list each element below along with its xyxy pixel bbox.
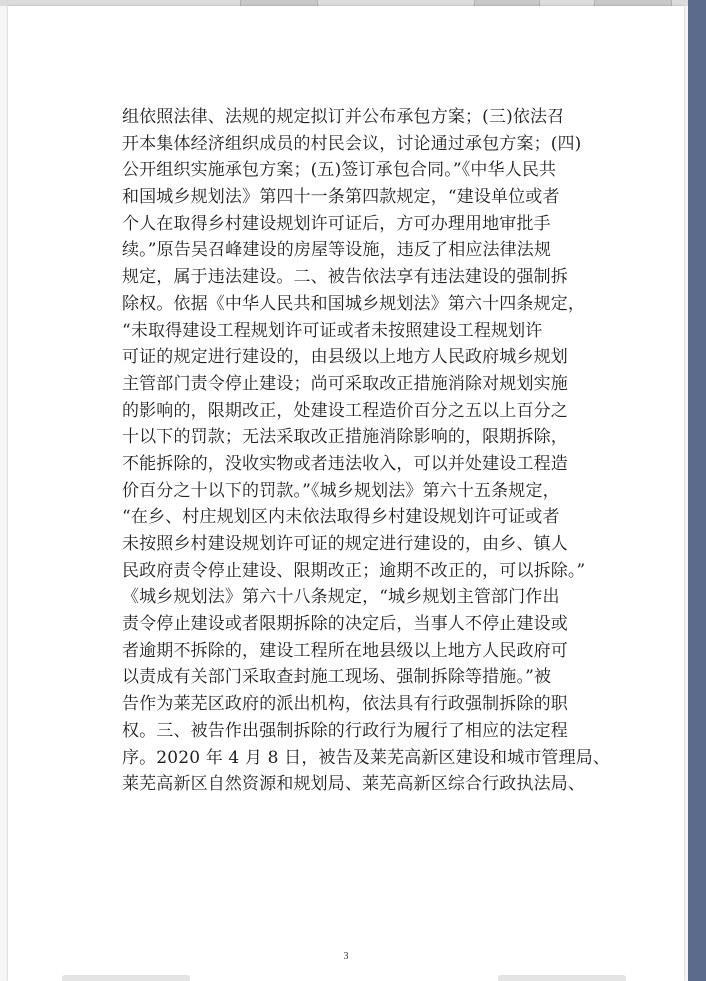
text-line: 权。三、被告作出强制拆除的行政行为履行了相应的法定程 — [122, 720, 568, 741]
text-line: “在乡、村庄规划区内未依法取得乡村建设规划许可证或者 — [122, 507, 560, 528]
text-line: 责令停止建设或者限期拆除的决定后，当事人不停止建设或 — [122, 614, 568, 635]
text-line: “未取得建设工程规划许可证或者未按照建设工程规划许 — [122, 320, 543, 341]
text-line: 组依照法律、法规的规定拟订并公布承包方案；(三)依法召 — [122, 107, 565, 127]
text-line: 除权。依据《中华人民共和国城乡规划法》第六十四条规定， — [122, 293, 586, 314]
text-line: 告作为莱芜区政府的派出机构，依法具有行政强制拆除的职 — [122, 694, 568, 715]
text-line: 者逾期不拆除的，建设工程所在地县级以上地方人民政府可 — [122, 640, 568, 661]
text-line: 和国城乡规划法》第四十一条第四款规定，“建设单位或者 — [122, 187, 560, 208]
bottom-scroll-tab[interactable] — [498, 975, 626, 981]
text-line: 民政府责令停止建设、限期改正；逾期不改正的，可以拆除。” — [122, 560, 586, 581]
page-body-text — [122, 104, 622, 798]
document-page — [8, 6, 684, 981]
text-line: 以责成有关部门采取查封施工现场、强制拆除等措施。”被 — [122, 667, 552, 688]
text-line: 规定，属于违法建设。二、被告依法享有违法建设的强制拆 — [122, 267, 568, 288]
text-line: 开本集体经济组织成员的村民会议，讨论通过承包方案；(四) — [122, 133, 582, 154]
page-number: 3 — [343, 951, 349, 962]
text-line: 主管部门责令停止建设；尚可采取改正措施消除对规划实施 — [122, 373, 568, 394]
text-line: 的影响的，限期改正，处建设工程造价百分之五以上百分之 — [122, 400, 568, 421]
bottom-scroll-tab[interactable] — [62, 975, 190, 981]
text-line: 《城乡规划法》第六十八条规定，“城乡规划主管部门作出 — [122, 587, 560, 608]
text-line: 续。”原告吴召峰建设的房屋等设施，违反了相应法律法规 — [122, 240, 552, 261]
text-line: 不能拆除的，没收实物或者违法收入，可以并处建设工程造 — [122, 453, 568, 474]
text-line: 公开组织实施承包方案；(五)签订承包合同。”《中华人民共 — [122, 160, 557, 181]
text-line: 价百分之十以下的罚款。”《城乡规划法》第六十五条规定， — [122, 480, 560, 501]
viewer-sidebar — [688, 0, 706, 981]
text-line: 莱芜高新区自然资源和规划局、莱芜高新区综合行政执法局、 — [122, 774, 586, 795]
text-line: 未按照乡村建设规划许可证的规定进行建设的，由乡、镇人 — [122, 534, 568, 554]
text-line: 个人在取得乡村建设规划许可证后，方可办理用地审批手 — [122, 213, 551, 234]
text-line: 序。2020 年 4 月 8 日，被告及莱芜高新区建设和城市管理局、 — [122, 747, 611, 768]
text-line: 可证的规定进行建设的，由县级以上地方人民政府城乡规划 — [122, 347, 568, 368]
text-line: 十以下的罚款；无法采取改正措施消除影响的，限期拆除， — [122, 427, 568, 448]
